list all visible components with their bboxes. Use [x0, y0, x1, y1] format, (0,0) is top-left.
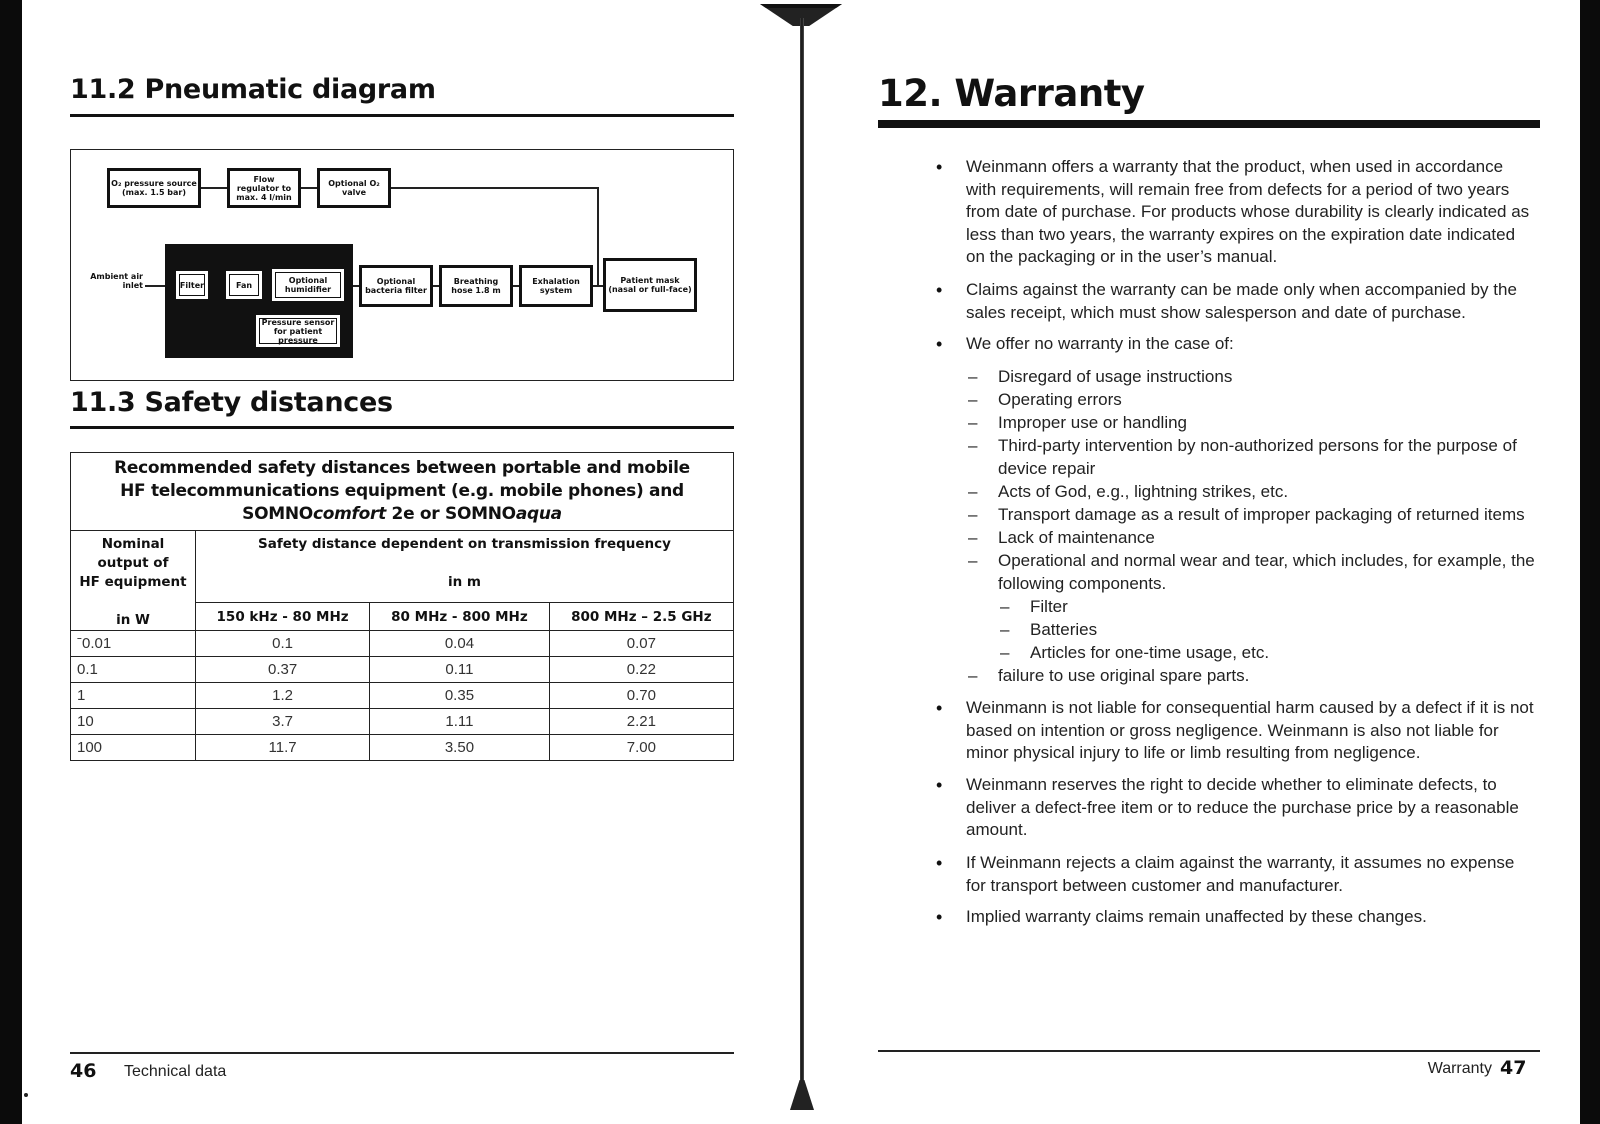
table-cell: 100	[71, 735, 196, 761]
warranty-bullet: • Weinmann offers a warranty that the product, when used in accordance with requirements, will remain free from defects for a period of two years from date of purchase. For products whose durability is clearly indicated as less than two years, the warranty expires on the expiration date indicated on the packaging or in the user’s manual.	[966, 156, 1536, 269]
o2-source-block	[107, 168, 201, 208]
nominal-output-header	[71, 531, 196, 631]
warranty-bullet: • We offer no warranty in the case of:	[966, 333, 1536, 356]
table-row	[71, 683, 734, 709]
header-unit: in m	[447, 574, 481, 590]
exhalation-block	[519, 265, 593, 307]
exclusion-item: – Operating errors	[998, 389, 1538, 412]
header-line: HF equipment	[79, 574, 187, 590]
warranty-heading: 12. Warranty	[878, 72, 1145, 115]
block-label: Optional O₂ valve	[320, 171, 388, 205]
table-row	[71, 657, 734, 683]
table-cell: 3.7	[196, 709, 370, 735]
table-cell: 0.07	[549, 631, 733, 657]
heading-rule	[70, 114, 734, 117]
exclusion-item: – Lack of maintenance	[998, 527, 1538, 550]
pneumatic-diagram	[70, 149, 734, 381]
scan-edge-right	[1580, 0, 1600, 1124]
exclusion-item: – failure to use original spare parts.	[998, 665, 1538, 688]
table-cell: 0.22	[549, 657, 733, 683]
block-label: Exhalation system	[522, 268, 590, 304]
exclusion-item: – Improper use or handling	[998, 412, 1538, 435]
block-label: Fan	[229, 274, 259, 296]
table-cell: 0.11	[370, 657, 550, 683]
band-header: 150 kHz - 80 MHz	[196, 603, 370, 631]
table-cell: 1.2	[196, 683, 370, 709]
fan-block	[227, 272, 261, 298]
wear-component: – Articles for one-time usage, etc.	[1030, 642, 1430, 665]
header-line: Nominal output of	[97, 536, 169, 571]
table-cell: ˉ0.01	[71, 631, 196, 657]
caption-text: SOMNO	[242, 504, 313, 524]
bacteria-filter-block	[359, 265, 433, 307]
table-cell: 0.35	[370, 683, 550, 709]
table-cell: 7.00	[549, 735, 733, 761]
block-label: Patient mask (nasal or full-face)	[606, 261, 694, 309]
pneumatic-heading: 11.2 Pneumatic diagram	[70, 74, 436, 105]
exclusion-item: – Acts of God, e.g., lightning strikes, etc.	[998, 481, 1538, 504]
warranty-bullet: • Implied warranty claims remain unaffected by these changes.	[966, 906, 1536, 929]
heading-rule	[70, 426, 734, 429]
footer-rule	[70, 1052, 734, 1054]
table-row	[71, 631, 734, 657]
scan-edge-left	[0, 0, 22, 1124]
footer-section-right: Warranty	[1427, 1060, 1492, 1077]
page-number-left: 46	[70, 1060, 97, 1082]
caption-product: aqua	[515, 504, 562, 524]
table-cell: 0.04	[370, 631, 550, 657]
exclusion-item: – Third-party intervention by non-authorized persons for the purpose of device repair	[998, 435, 1538, 480]
warranty-bullet: • If Weinmann rejects a claim against the warranty, it assumes no expense for transport between customer and manufacturer.	[966, 852, 1536, 897]
footer-rule	[878, 1050, 1540, 1052]
table-cell: 1.11	[370, 709, 550, 735]
band-header: 80 MHz - 800 MHz	[370, 603, 550, 631]
scan-speck	[24, 1093, 28, 1097]
table-cell: 1	[71, 683, 196, 709]
exclusion-item: – Transport damage as a result of improper packaging of returned items	[998, 504, 1538, 527]
breathing-hose-block	[439, 265, 513, 307]
table-cell: 10	[71, 709, 196, 735]
caption-text: 2e or SOMNO	[385, 504, 516, 524]
header-unit: in W	[116, 612, 150, 628]
filter-block	[177, 272, 207, 298]
connector-line	[145, 285, 167, 287]
table-caption	[71, 453, 734, 531]
block-label: Optional humidifier	[275, 272, 341, 298]
header-line: Safety distance dependent on transmission frequency	[258, 536, 671, 552]
connector-line	[597, 187, 599, 287]
caption-line: Recommended safety distances between portable and mobile	[114, 458, 690, 478]
connector-line	[391, 187, 598, 189]
flow-regulator-block	[227, 168, 301, 208]
exclusion-item: – Operational and normal wear and tear, which includes, for example, the following components.	[998, 550, 1538, 595]
footer-section-left: Technical data	[124, 1063, 227, 1080]
safety-heading: 11.3 Safety distances	[70, 387, 393, 418]
caption-line: HF telecommunications equipment (e.g. mobile phones) and	[120, 481, 684, 501]
humidifier-block	[273, 270, 343, 300]
table-cell: 0.70	[549, 683, 733, 709]
block-label: Optional bacteria filter	[362, 268, 430, 304]
table-row	[71, 709, 734, 735]
wear-component: – Filter	[1030, 596, 1430, 619]
warranty-bullet: • Claims against the warranty can be made only when accompanied by the sales receipt, which must show salesperson and date of purchase.	[966, 279, 1536, 324]
wear-component: – Batteries	[1030, 619, 1430, 642]
block-label: Pressure sensor for patient pressure	[259, 318, 337, 344]
warranty-bullet: • Weinmann reserves the right to decide whether to eliminate defects, to deliver a defect-free item or to reduce the purchase price by a reasonable amount.	[966, 774, 1536, 842]
patient-mask-block	[603, 258, 697, 312]
block-label: Flow regulator to max. 4 l/min	[230, 171, 298, 205]
caption-product: comfort	[312, 504, 386, 524]
binding-bottom	[790, 1080, 814, 1110]
safety-distance-table	[70, 452, 734, 761]
table-row	[71, 735, 734, 761]
table-cell: 2.21	[549, 709, 733, 735]
table-cell: 11.7	[196, 735, 370, 761]
exclusion-item: – Disregard of usage instructions	[998, 366, 1538, 389]
table-cell: 3.50	[370, 735, 550, 761]
binding-spine	[800, 18, 804, 1098]
heading-rule	[878, 120, 1540, 128]
ambient-inlet-label: Ambient air inlet	[90, 272, 143, 290]
pressure-sensor-block	[257, 316, 339, 346]
block-label: Filter	[179, 274, 205, 296]
block-label: O₂ pressure source (max. 1.5 bar)	[110, 171, 198, 205]
table-cell: 0.37	[196, 657, 370, 683]
table-cell: 0.1	[196, 631, 370, 657]
warranty-bullet: • Weinmann is not liable for consequential harm caused by a defect if it is not based on intention or gross negligence. Weinmann is also not liable for minor physical injury to life or limb resulting from negligence.	[966, 697, 1536, 765]
band-header: 800 MHz – 2.5 GHz	[549, 603, 733, 631]
o2-valve-block	[317, 168, 391, 208]
connector-line	[201, 187, 229, 189]
block-label: Breathing hose 1.8 m	[442, 268, 510, 304]
table-cell: 0.1	[71, 657, 196, 683]
page-number-right: 47	[1500, 1057, 1527, 1079]
frequency-span-header	[196, 531, 734, 603]
